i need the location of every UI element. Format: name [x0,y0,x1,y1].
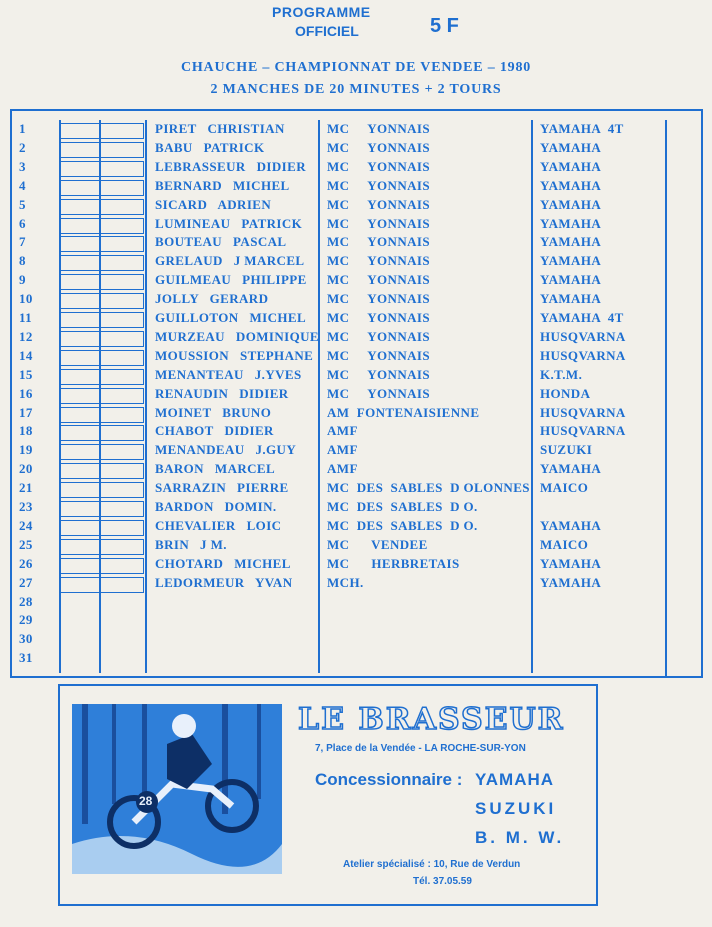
entry-club: MC YONNAIS [327,178,430,193]
entry-name: BRIN J M. [155,537,227,552]
entry-name: GUILMEAU PHILIPPE [155,272,307,287]
score-box [61,463,144,479]
entry-club: AMF [327,442,358,457]
entry-num: 20 [19,461,33,476]
score-box [61,180,144,196]
entry-num: 21 [19,480,33,495]
entry-bike: YAMAHA [540,253,602,268]
entry-bike: SUZUKI [540,442,593,457]
entry-num: 23 [19,499,33,514]
entry-num: 27 [19,575,33,590]
entry-club: MC YONNAIS [327,197,430,212]
entry-name: BARON MARCEL [155,461,276,476]
entry-name: GUILLOTON MICHEL [155,310,307,325]
table-divider [145,120,147,673]
score-box [61,312,144,328]
entry-num: 5 [19,197,26,212]
entry-num: 15 [19,367,33,382]
entry-name: RENAUDIN DIDIER [155,386,289,401]
entry-num: 18 [19,423,33,438]
entry-club: MC VENDEE [327,537,428,552]
entry-club: MC YONNAIS [327,159,430,174]
entry-num: 6 [19,216,26,231]
entry-name: MENANTEAU J.YVES [155,367,302,382]
entry-club: MC YONNAIS [327,140,430,155]
entry-bike: MAICO [540,480,589,495]
entry-bike: YAMAHA [540,178,602,193]
entry-num: 19 [19,442,33,457]
entry-bike: YAMAHA [540,461,602,476]
entry-num: 17 [19,405,33,420]
entry-club: MC YONNAIS [327,234,430,249]
entry-club: MC YONNAIS [327,291,430,306]
entry-bike: K.T.M. [540,367,583,382]
advertisement [58,684,598,906]
page-title: CHAUCHE – CHAMPIONNAT DE VENDEE – 1980 [180,60,532,75]
score-box [61,161,144,177]
entry-club: MC YONNAIS [327,329,430,344]
entry-name: SARRAZIN PIERRE [155,480,289,495]
entry-name: MOINET BRUNO [155,405,272,420]
entry-num: 28 [19,594,33,609]
entry-bike: YAMAHA [540,518,602,533]
entry-club: MC YONNAIS [327,253,430,268]
score-box [61,218,144,234]
entry-bike: YAMAHA [540,159,602,174]
entry-club: MC DES SABLES D O. [327,499,478,514]
score-box [61,255,144,271]
score-box [61,520,144,536]
entry-bike: YAMAHA [540,234,602,249]
score-box [61,123,144,139]
entry-club: MC DES SABLES D OLONNES [327,480,530,495]
phone-number: Tél. 37.05.59 [413,876,472,887]
make-yamaha: YAMAHA [475,770,555,789]
entry-bike: YAMAHA [540,216,602,231]
entry-name: MOUSSION STEPHANE [155,348,314,363]
entry-num: 3 [19,159,26,174]
score-box [61,482,144,498]
race-number: 28 [139,794,153,808]
entry-bike: HUSQVARNA [540,405,626,420]
entry-num: 26 [19,556,33,571]
rider-illustration [72,704,282,874]
entry-name: CHOTARD MICHEL [155,556,291,571]
entry-bike: YAMAHA [540,197,602,212]
entry-num: 16 [19,386,33,401]
entry-num: 4 [19,178,26,193]
entry-club: MC YONNAIS [327,216,430,231]
entry-num: 29 [19,612,33,627]
brand-name: LE BRASSEUR [298,702,565,737]
entry-club: MC YONNAIS [327,367,430,382]
entry-num: 24 [19,518,33,533]
entry-name: LUMINEAU PATRICK [155,216,303,231]
entry-name: MURZEAU DOMINIQUE [155,329,319,344]
make-bmw: B. M. W. [475,828,565,847]
page-subtitle: 2 MANCHES DE 20 MINUTES + 2 TOURS [210,82,502,97]
entry-club: MCH. [327,575,364,590]
entry-num: 14 [19,348,33,363]
entry-bike: YAMAHA [540,272,602,287]
entry-club: MC YONNAIS [327,310,430,325]
entry-name: BABU PATRICK [155,140,265,155]
entry-num: 25 [19,537,33,552]
score-box [61,425,144,441]
entry-bike: YAMAHA 4T [540,121,624,136]
entry-num: 12 [19,329,33,344]
score-box [61,236,144,252]
entry-club: MC YONNAIS [327,272,430,287]
entry-name: BARDON DOMIN. [155,499,277,514]
officiel-label: OFFICIEL [295,23,359,39]
entry-num: 7 [19,234,26,249]
entry-bike: HUSQVARNA [540,348,626,363]
score-box [61,274,144,290]
entry-bike: MAICO [540,537,589,552]
make-suzuki: SUZUKI [475,799,557,818]
entry-name: BOUTEAU PASCAL [155,234,287,249]
motocross-photo [72,704,282,874]
table-divider [665,120,667,678]
entry-club: MC YONNAIS [327,348,430,363]
entry-club: MC HERBRETAIS [327,556,460,571]
entry-club: AMF [327,461,358,476]
entry-num: 30 [19,631,33,646]
entry-bike: YAMAHA [540,575,602,590]
score-box [61,293,144,309]
concessionnaire-label: Concessionnaire : [315,770,463,789]
entry-name: CHEVALIER LOIC [155,518,282,533]
score-box [61,388,144,404]
entry-num: 2 [19,140,26,155]
table-divider [318,120,320,673]
score-box [61,539,144,555]
entry-num: 31 [19,650,33,665]
entry-bike: YAMAHA [540,291,602,306]
score-box [61,199,144,215]
entry-club: MC DES SABLES D O. [327,518,478,533]
entry-club: AMF [327,423,358,438]
score-box [61,577,144,593]
entry-num: 1 [19,121,26,136]
score-box [61,501,144,517]
table-divider [531,120,533,673]
shop-address: 7, Place de la Vendée - LA ROCHE-SUR-YON [315,743,526,754]
entry-bike: HUSQVARNA [540,423,626,438]
entry-bike: YAMAHA [540,556,602,571]
score-box [61,142,144,158]
entry-club: MC YONNAIS [327,386,430,401]
entry-num: 11 [19,310,33,325]
entry-bike: HONDA [540,386,591,401]
score-box [61,444,144,460]
score-box [61,407,144,423]
entry-name: BERNARD MICHEL [155,178,290,193]
score-box [61,558,144,574]
entry-club: MC YONNAIS [327,121,430,136]
entry-name: SICARD ADRIEN [155,197,272,212]
entry-name: MENANDEAU J.GUY [155,442,297,457]
entry-name: LEBRASSEUR DIDIER [155,159,306,174]
programme-label: PROGRAMME [272,4,371,20]
entry-name: LEDORMEUR YVAN [155,575,293,590]
entry-num: 8 [19,253,26,268]
entry-num: 9 [19,272,26,287]
score-box [61,331,144,347]
entry-name: GRELAUD J MARCEL [155,253,305,268]
workshop-address: Atelier spécialisé : 10, Rue de Verdun [343,859,521,870]
entry-club: AM FONTENAISIENNE [327,405,480,420]
entry-name: PIRET CHRISTIAN [155,121,285,136]
entry-name: JOLLY GERARD [155,291,269,306]
entry-num: 10 [19,291,33,306]
entry-bike: YAMAHA [540,140,602,155]
score-box [61,350,144,366]
entry-bike: YAMAHA 4T [540,310,624,325]
score-box [61,369,144,385]
entry-bike: HUSQVARNA [540,329,626,344]
entry-name: CHABOT DIDIER [155,423,274,438]
price-label: 5 F [430,15,459,37]
